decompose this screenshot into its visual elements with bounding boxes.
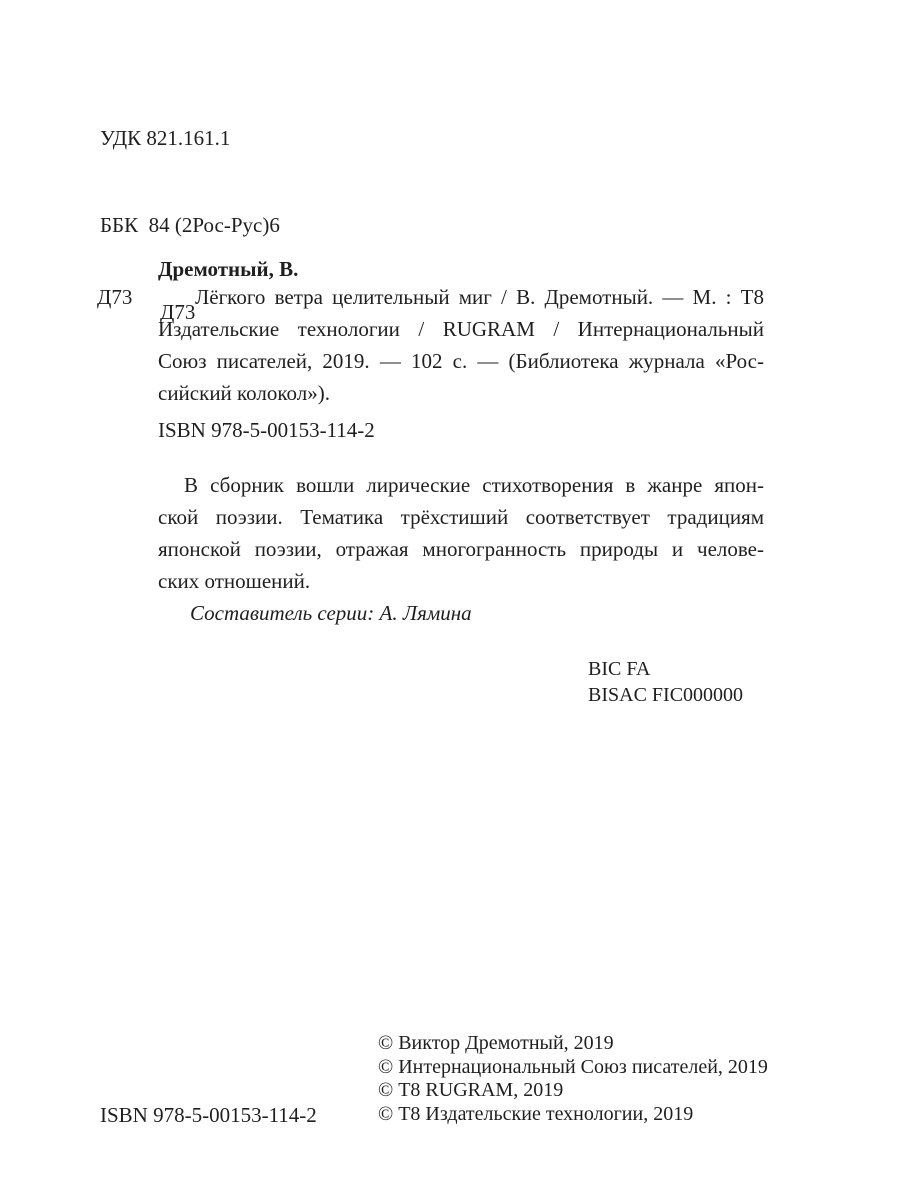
annotation-line: В сборник вошли лирические стихотворения в жанре япон- xyxy=(184,473,764,497)
copyright-line: © Т8 Издательские технологии, 2019 xyxy=(378,1103,694,1126)
subject-codes-block xyxy=(588,657,743,708)
isbn-line: ISBN 978-5-00153-114-2 xyxy=(158,418,375,442)
author-code-line: Д73 xyxy=(160,300,196,324)
copyright-line: © Виктор Дремотный, 2019 xyxy=(378,1032,614,1054)
catalog-description xyxy=(158,281,764,409)
bbk-line: ББК 84 (2Рос-Рус)6 xyxy=(100,213,280,237)
catalog-line: Издательские технологии / RUGRAM / Интернациональный xyxy=(158,317,764,341)
copyright-line: © Интернациональный Союз писателей, 2019 xyxy=(378,1055,768,1078)
catalog-line: Союз писателей, 2019. — 102 с. — (Библиотека журнала «Рос- xyxy=(158,349,764,373)
catalog-author-heading: Дремотный, В. xyxy=(158,257,299,281)
bic-code-line: BIC FA xyxy=(588,658,651,680)
annotation-line: ских отношений. xyxy=(158,569,311,593)
copyright-block xyxy=(378,1032,768,1127)
copyright-line: © Т8 RUGRAM, 2019 xyxy=(378,1079,564,1102)
catalog-entry-code: Д73 xyxy=(97,285,133,309)
annotation-paragraph xyxy=(158,469,764,597)
udk-line: УДК 821.161.1 xyxy=(100,126,231,150)
catalog-line: сийский колокол»). xyxy=(158,381,330,405)
annotation-line: японской поэзии, отражая многогранность природы и челове- xyxy=(158,537,764,561)
annotation-line: ской поэзии. Тематика трёхстиший соответствует традициям xyxy=(158,505,764,529)
footer-isbn-line: ISBN 978-5-00153-114-2 xyxy=(100,1103,317,1127)
bisac-code-line: BISAC FIC000000 xyxy=(588,683,744,706)
catalog-line: Лёгкого ветра целительный миг / В. Дремотный. — М. : Т8 xyxy=(195,285,764,309)
series-compiler-line: Составитель серии: А. Лямина xyxy=(190,601,472,625)
